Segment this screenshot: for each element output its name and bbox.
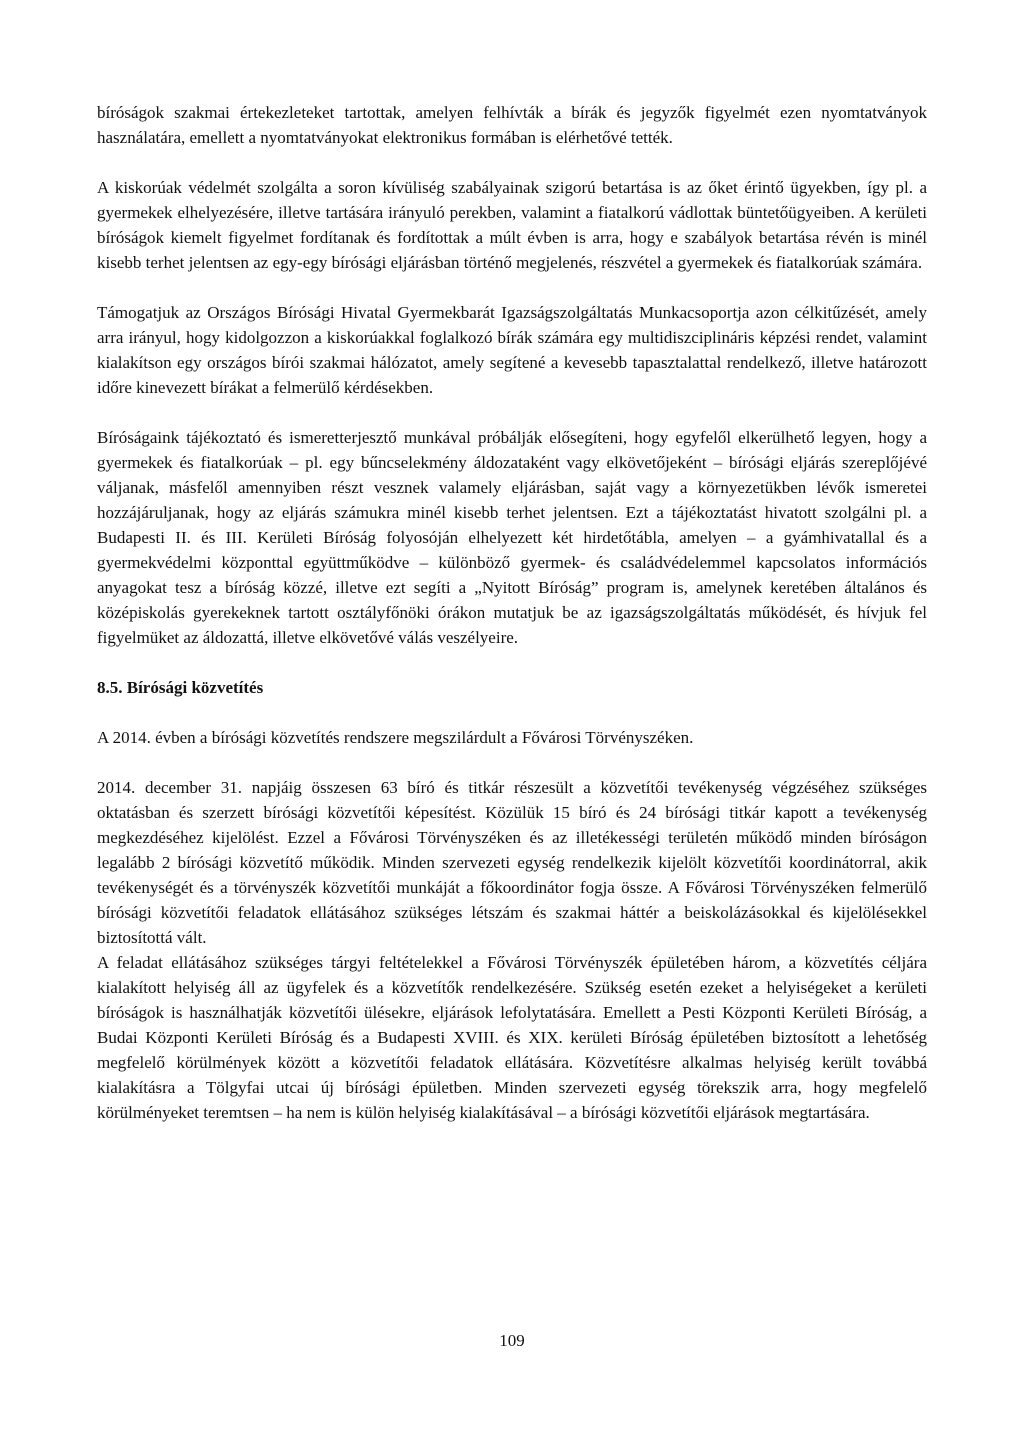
paragraph-working-group: Támogatjuk az Országos Bírósági Hivatal Gyermekbarát Igazságszolgáltatás Munkacsoportja azon célkitűzését, amely arra irányul, hogy kidolgozzon a kiskorúakkal foglalkozó bírák számára egy multidiszciplináris képzési rendet, valamint kialakítson egy országos bírói szakmai hálózatot, amely segítené a kevesebb tapasztalattal rendelkező, illetve határozott időre kinevezett bírákat a felmerülő kérdésekben. — [97, 303, 927, 397]
paragraph-mediation-intro: A 2014. évben a bírósági közvetítés rendszere megszilárdult a Fővárosi Törvényszéken. — [97, 728, 694, 747]
paragraph-mediation-rooms: A feladat ellátásához szükséges tárgyi feltételekkel a Fővárosi Törvényszék épületében három, a közvetítés céljára kialakított helyiség áll az ügyfelek és a közvetítők rendelkezésére. Szükség esetén ezeket a helyiségeket a kerületi bíróságok is használhatják közvetítői ülésekre, eljárások lefolytatására. Emellett a Pesti Központi Kerületi Bíróság, a Budai Központi Kerületi Bíróság és a Budapesti XVIII. és XIX. kerületi Bíróság épületében biztosított a lehetőség megfelelő körülmények között a közvetítői feladatok ellátására. Közvetítésre alkalmas helyiség került továbbá kialakításra a Tölgyfai utcai új bírósági épületben. Minden szervezeti egység törekszik arra, hogy megfelelő körülményeket teremtsen – ha nem is külön helyiség kialakításával – a bírósági közvetítői eljárások megtartására. — [97, 953, 927, 1122]
paragraph-minors-protection: A kiskorúak védelmét szolgálta a soron kívüliség szabályainak szigorú betartása is az őket érintő ügyekben, így pl. a gyermekek elhelyezésére, illetve tartására irányuló perekben, valamint a fiatalkorú vádlottak büntetőügyeiben. A kerületi bíróságok kiemelt figyelmet fordítanak és fordítottak a múlt évben is arra, hogy e szabályok betartása révén is minél kisebb terhet jelentsen az egy-egy bírósági eljárásban történő megjelenés, részvétel a gyermekek és fiatalkorúak számára. — [97, 178, 927, 272]
paragraph-mediation-training: 2014. december 31. napjáig összesen 63 bíró és titkár részesült a közvetítői tevékenység végzéséhez szükséges oktatásban és szerzett bírósági közvetítői képesítést. Közülük 15 bíró és 24 bírósági titkár kapott a tevékenység megkezdéséhez kijelölést. Ezzel a Fővárosi Törvényszéken és az illetékességi területén működő minden bíróságon legalább 2 bírósági közvetítő működik. Minden szervezeti egység rendelkezik kijelölt közvetítői koordinátorral, akik tevékenységét és a törvényszék közvetítői munkáját a főkoordinátor fogja össze. A Fővárosi Törvényszéken felmerülő bírósági közvetítői feladatok ellátásához szükséges létszám és szakmai háttér a beiskolázásokkal és kijelölésekkel biztosítottá vált. — [97, 778, 927, 947]
paragraph-forms: bíróságok szakmai értekezleteket tartottak, amelyen felhívták a bírák és jegyzők figyelmét ezen nyomtatványok használatára, emellett a nyomtatványokat elektronikus formában is elérhetővé tették. — [97, 103, 927, 147]
page-number: 109 — [499, 1331, 525, 1350]
section-heading: 8.5. Bírósági közvetítés — [97, 678, 264, 697]
document-page — [97, 100, 927, 1150]
paragraph-information-activity: Bíróságaink tájékoztató és ismeretterjesztő munkával próbálják elősegíteni, hogy egyfelől elkerülhető legyen, hogy a gyermekek és fiatalkorúak – pl. egy bűncselekmény áldozataként vagy elkövetőjeként – bírósági eljárás szereplőjévé váljanak, másfelől amennyiben részt vesznek valamely eljárásban, saját vagy a környezetükben lévők ismeretei hozzájáruljanak, hogy az eljárás számukra minél kisebb terhet jelentsen. Ezt a tájékoztatást hivatott szolgálni pl. a Budapesti II. és III. Kerületi Bíróság folyosóján elhelyezett két hirdetőtábla, amelyen – a gyámhivatallal és a gyermekvédelmi központtal együttműködve – különböző gyermek- és családvédelemmel kapcsolatos információs anyagokat tesz a bíróság közzé, illetve ezt segíti a „Nyitott Bíróság” program is, amelynek keretében általános és középiskolás gyerekeknek tartott osztályfőnöki órákon mutatjuk be az igazságszolgáltatás működését, és hívjuk fel figyelmüket az áldozattá, illetve elkövetővé válás veszélyeire. — [97, 428, 927, 647]
